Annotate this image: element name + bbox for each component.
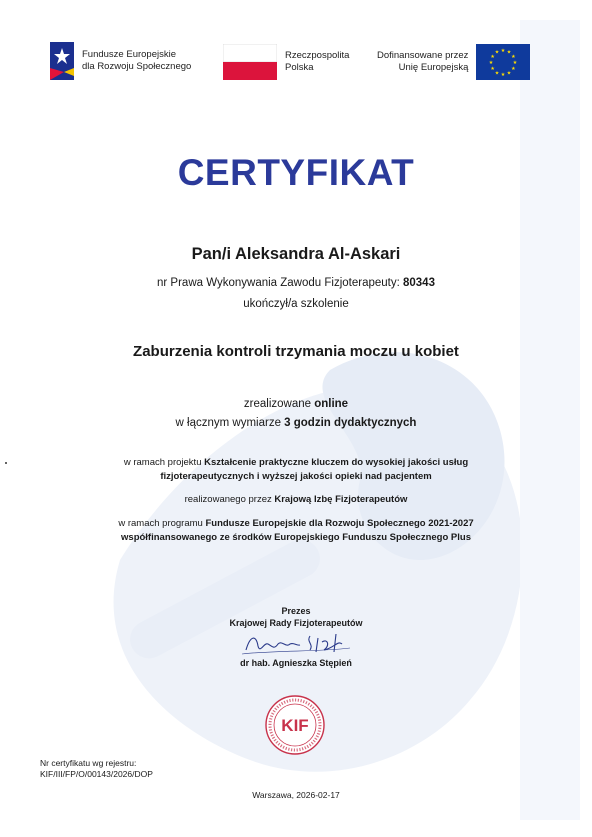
stamp-logo-text: KIF (281, 716, 309, 735)
license-prefix: nr Prawa Wykonywania Zawodu Fizjoterapeuty: (157, 277, 403, 289)
license-line (0, 277, 592, 289)
place-date: Warszawa, 2026-02-17 (252, 790, 340, 800)
recipient-name: Pan/i Aleksandra Al-Askari (191, 245, 401, 263)
program-line2: współfinansowanego ze środków Europejskiego Funduszu Społecznego Plus (121, 532, 471, 543)
svg-text:★: ★ (495, 49, 500, 56)
rp-label-line2: Polska (285, 62, 314, 73)
svg-text:★: ★ (490, 54, 496, 60)
svg-text:★: ★ (501, 48, 506, 54)
svg-text:★: ★ (513, 60, 518, 66)
program-line1: Fundusze Europejskie dla Rozwoju Społecznego 2021-2027 (205, 518, 474, 529)
project-prefix: w ramach projektu (123, 457, 205, 468)
hours-prefix: w łącznym wymiarze (175, 417, 285, 429)
eu-label-line1: Dofinansowane przez (377, 50, 469, 61)
header-logos (0, 40, 592, 84)
handwritten-signature (238, 628, 358, 660)
project-block (0, 456, 592, 484)
realized-line (0, 493, 592, 507)
eu-logo (377, 44, 530, 80)
signatory-role (0, 606, 592, 628)
svg-text:★: ★ (501, 72, 506, 78)
project-line1: Kształcenie praktyczne kluczem do wysokiej jakości usług (204, 457, 469, 468)
program-block (0, 517, 592, 545)
registry-label: Nr certyfikatu wg rejestru: (40, 758, 137, 768)
hours-line (0, 417, 592, 429)
realized-by: Krajową Izbę Fizjoterapeutów (274, 494, 408, 505)
program-prefix: w ramach programu (118, 518, 206, 529)
polish-flag-icon (223, 44, 277, 80)
mode-prefix: zrealizowane (243, 398, 315, 410)
registry-block (40, 758, 153, 780)
svg-text:★: ★ (511, 66, 517, 72)
kif-stamp-icon (264, 694, 326, 756)
svg-text:★: ★ (507, 70, 512, 77)
certificate-title: CERTYFIKAT (177, 152, 415, 193)
fe-flag-icon (50, 42, 74, 80)
fe-label-line1: Fundusze Europejskie (82, 49, 176, 60)
mode-value: online (314, 398, 349, 410)
signatory-role-line2: Krajowej Rady Fizjoterapeutów (229, 618, 363, 628)
rp-label-line1: Rzeczpospolita (285, 50, 350, 61)
svg-text:★: ★ (511, 54, 517, 60)
project-line2: fizjoterapeutycznych i wyższej jakości opieki nad pacjentem (160, 471, 432, 482)
signatory-name: dr hab. Agnieszka Stępień (240, 658, 352, 668)
hours-value: 3 godzin dydaktycznych (284, 417, 417, 429)
svg-text:★: ★ (489, 60, 494, 66)
margin-dot (5, 462, 7, 464)
svg-text:★: ★ (495, 70, 500, 77)
signatory-role-line1: Prezes (281, 606, 311, 616)
realized-prefix: realizowanego przez (184, 494, 275, 505)
svg-text:★: ★ (507, 49, 512, 56)
course-title: Zaburzenia kontroli trzymania moczu u kobiet (133, 343, 459, 360)
mode-line (0, 398, 592, 410)
fe-logo (50, 42, 191, 80)
registry-number: KIF/III/FP/O/00143/2026/DOP (40, 769, 153, 779)
svg-text:★: ★ (490, 66, 496, 72)
completed-text: ukończył/a szkolenie (243, 298, 349, 310)
license-number: 80343 (403, 277, 435, 289)
eu-flag-icon (476, 44, 530, 80)
eu-label-line2: Unię Europejską (398, 62, 469, 73)
rp-logo (223, 44, 349, 80)
fe-label-line2: dla Rozwoju Społecznego (82, 61, 192, 72)
